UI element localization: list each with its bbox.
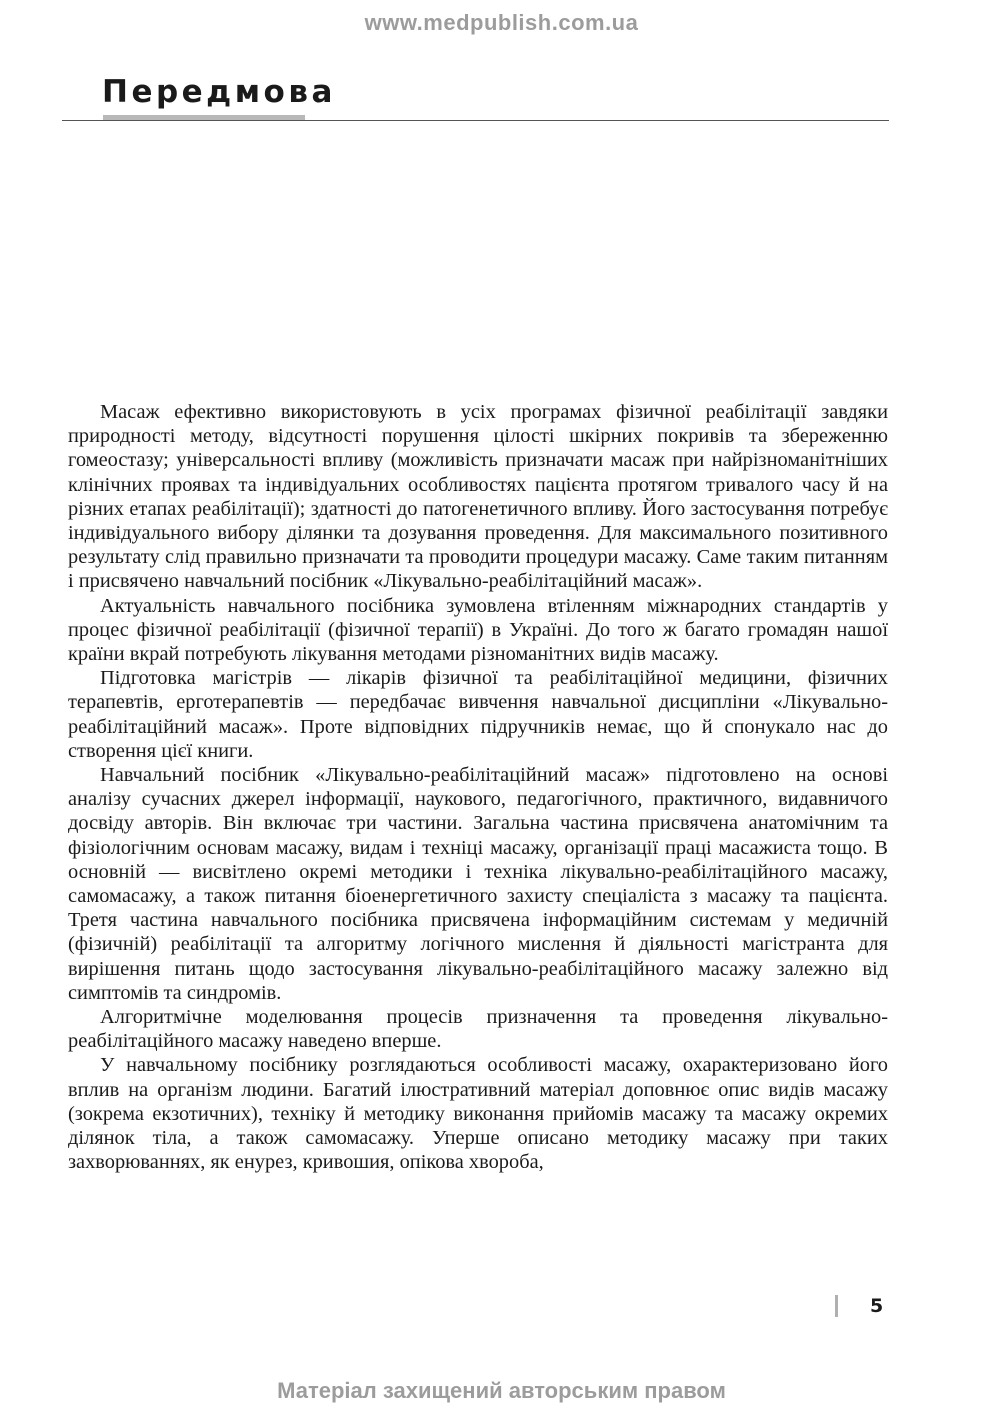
preface-body bbox=[68, 400, 888, 1175]
paragraph: У навчальному посібнику розглядаються особливості масажу, охарактеризовано його вплив на організм людини. Багатий ілюстративний матеріал доповнює опис видів масажу (зокрема екзотичних), техніку й методику виконання прийомів масажу та масажу окремих ділянок тіла, а також самомасажу. Уперше описано методику масажу при таких захворюваннях, як енурез, кривошия, опікова хвороба, bbox=[68, 1054, 888, 1174]
paragraph: Алгоритмічне моделювання процесів призначення та проведення лікувально-реабілітаційного масажу наведено вперше. bbox=[68, 1006, 888, 1053]
section-title: Передмова bbox=[102, 74, 336, 110]
site-url: www.medpublish.com.ua bbox=[364, 10, 639, 35]
copyright-notice: Матеріал захищений авторським правом bbox=[277, 1378, 726, 1403]
paragraph: Масаж ефективно використовують в усіх програмах фізичної реабілітації завдяки природності методу, відсутності порушення цілості шкірних покривів та збереженню гомеостазу; універсальності впливу (можливість призначати масаж при найрізноманітніших клінічних проявах та індивідуальних особливостях пацієнта протягом тривалого часу й на різних етапах реабілітації); здатності до патогенетичного впливу. Його застосування потребує індивідуального вибору ділянки та дозування проведення. Для максимального позитивного результату слід правильно призначати та проводити процедури масажу. Саме таким питанням і присвячено навчальний посібник «Лікувально-реабілітаційний масаж». bbox=[68, 401, 888, 593]
title-rule bbox=[62, 120, 889, 121]
paragraph: Підготовка магістрів — лікарів фізичної та реабілітаційної медицини, фізичних терапевтів, ерготерапевтів — передбачає вивчення навчальної дисципліни «Лікувально-реабілітаційний масаж». Проте відповідних підручників немає, що й спонукало нас до створення цієї книги. bbox=[68, 667, 888, 762]
page-number: 5 bbox=[870, 1295, 884, 1317]
page-number-divider bbox=[835, 1295, 838, 1317]
paragraph: Актуальність навчального посібника зумовлена втіленням міжнародних стандартів у процес фізичної реабілітації (фізичної терапії) в Україні. До того ж багато громадян нашої країни вкрай потребують лікування методами різноманітних видів масажу. bbox=[68, 594, 888, 666]
paragraph: Навчальний посібник «Лікувально-реабілітаційний масаж» підготовлено на основі аналізу сучасних джерел інформації, наукового, педагогічного, практичного, видавничого досвіду авторів. Він включає три частини. Загальна частина присвячена анатомічним та фізіологічним основам масажу, видам і техніці масажу, організації праці масажиста тощо. В основній — висвітлено окремі методики і техніка лікувально-реабілітаційного масажу, самомасажу, а також питання біоенергетичного захисту спеціаліста з масажу та пацієнта. Третя частина навчального посібника присвячена інформаційним системам у медичній (фізичній) реабілітації та алгоритму логічного мислення й діяльності магістранта для вирішення питань щодо застосування лікувально-реабілітаційного масажу залежно від симптомів та синдромів. bbox=[68, 764, 888, 1004]
